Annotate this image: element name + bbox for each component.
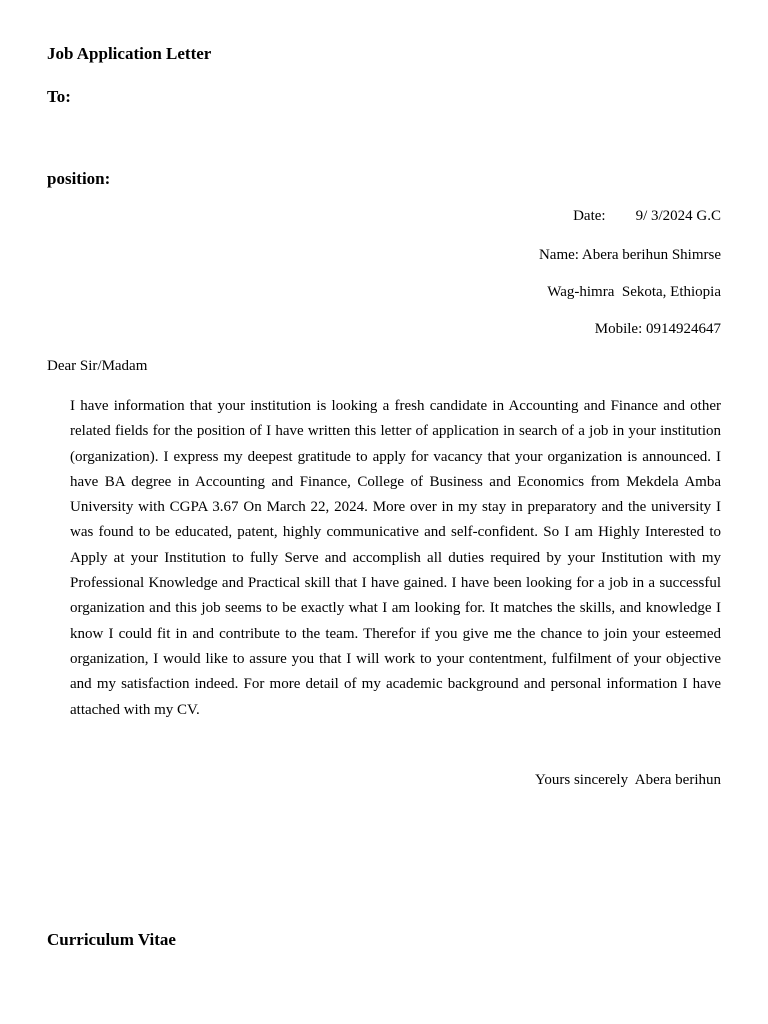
sender-mobile: Mobile: 0914924647 [594, 321, 721, 337]
sender-name: Name: Abera berihun Shimrse [538, 247, 721, 263]
date-label: Date: [573, 208, 606, 224]
date-value: 9/ 3/2024 G.C [635, 208, 721, 224]
position-label: position: [47, 169, 111, 188]
date-line [573, 208, 721, 225]
salutation: Dear Sir/Madam [47, 358, 148, 374]
letter-body: I have information that your institution is looking a fresh candidate in Accounting and Finance and other related fields for the position of I have written this letter of application in search of a job in your institution (organization). I express my deepest gratitude to apply for vacancy that your organization is announced. I have BA degree in Accounting and Finance, College of Business and Economics from Mekdela Amba University with CGPA 3.67 On March 22, 2024. More over in my stay in preparatory and the university I was found to be educated, patent, highly communicative and self-confident. So I am Highly Interested to Apply at your Institution to fully Serve and accomplish all duties required by your Institution with my Professional Knowledge and Practical skill that I have gained. I have been looking for a job in a successful organization and this job seems to be exactly what I am looking for. It matches the skills, and knowledge I know I could fit in and contribute to the team. Therefor if you give me the chance to join your esteemed organization, I would like to assure you that I will work to your contentment, fulfilment of your objective and my satisfaction indeed. For more detail of my academic background and personal information I have attached with my CV. [70, 398, 721, 718]
cv-title: Curriculum Vitae [47, 930, 176, 949]
letter-title: Job Application Letter [47, 44, 212, 63]
to-label: To: [47, 87, 71, 106]
sender-address: Wag-himra Sekota, Ethiopia [547, 284, 721, 300]
closing-signature: Yours sincerely Abera berihun [535, 772, 721, 788]
